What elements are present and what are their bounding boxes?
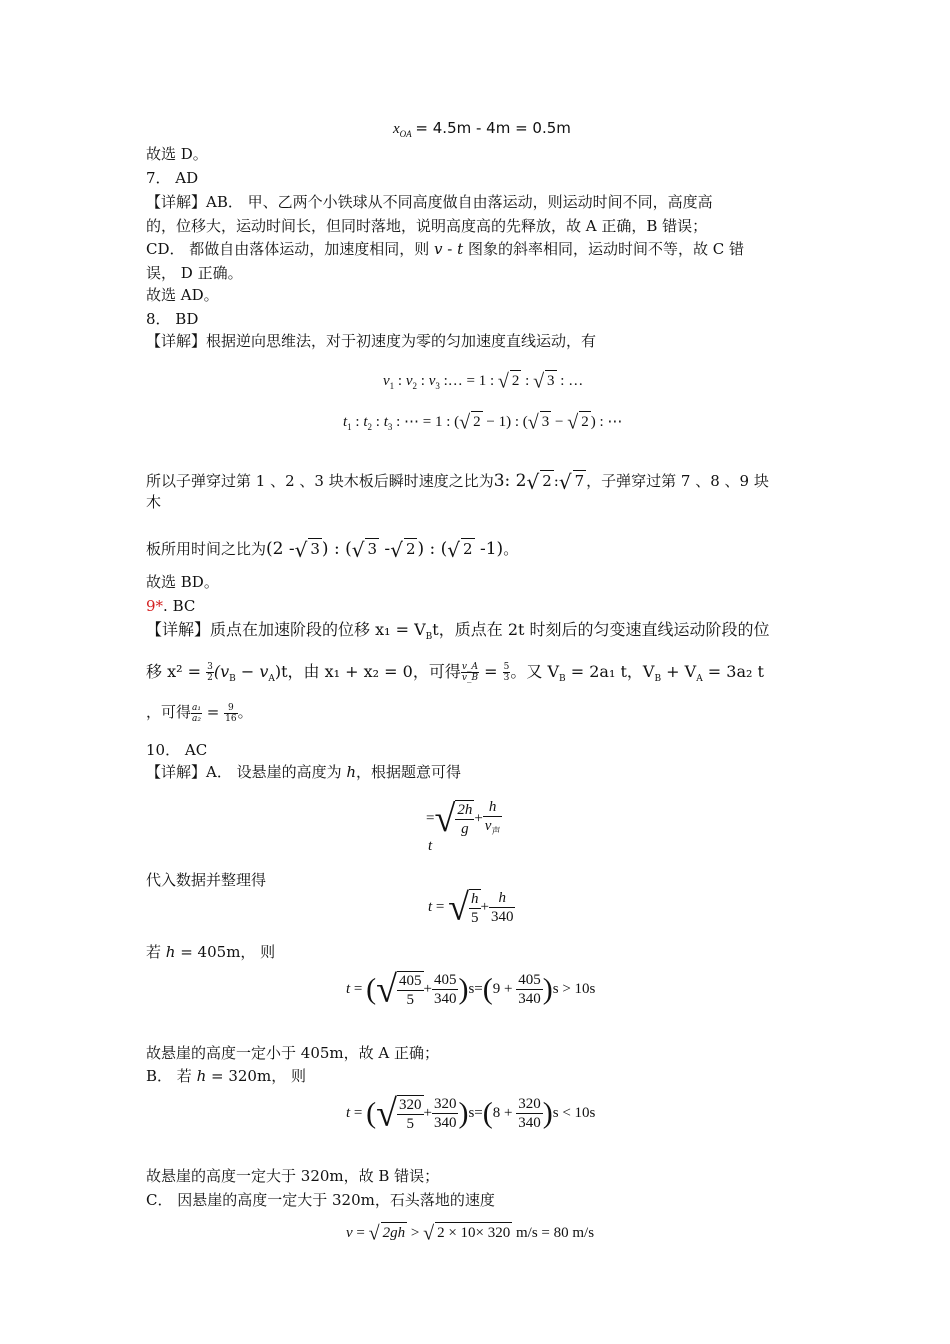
text-seg: CD． 都做自由落体运动，加速度相同，则 bbox=[146, 240, 435, 258]
question-number bbox=[146, 596, 195, 616]
t3: t bbox=[383, 414, 388, 430]
math-seg: s < 10s bbox=[552, 1105, 596, 1121]
text-seg: = 3a₂ t bbox=[702, 662, 764, 681]
text-seg: - bbox=[442, 240, 458, 258]
radicand: 2gh bbox=[381, 1222, 408, 1243]
sub: B bbox=[559, 674, 566, 685]
equation-t-formula: =√ $\frac{2h}{g}$ + $\frac{h}{v_声}$ bbox=[426, 798, 501, 840]
var-h: h bbox=[196, 1067, 207, 1085]
fraction bbox=[516, 1095, 543, 1132]
unit: s= bbox=[468, 1105, 483, 1121]
numerator: 9 bbox=[224, 703, 237, 714]
fraction bbox=[397, 971, 424, 1009]
text-seg: t，由 x₁ + x₂ = 0，可得 bbox=[281, 662, 461, 681]
text-seg: 所以子弹穿过第 1 、2 、3 块木板后瞬时速度之比为 bbox=[146, 472, 494, 490]
fraction bbox=[224, 703, 237, 724]
equation-xoa bbox=[393, 118, 571, 144]
plus: + bbox=[423, 981, 432, 997]
var-h: h bbox=[165, 943, 176, 961]
radicand: 2 bbox=[471, 411, 483, 432]
radicand: 2 × 10× 320 bbox=[435, 1222, 512, 1243]
text-line bbox=[146, 620, 770, 647]
text-line: 故选 D。 bbox=[146, 145, 208, 163]
xoa-symbol: x bbox=[393, 121, 400, 137]
numerator: 320 bbox=[518, 1096, 541, 1113]
text-line: 故悬崖的高度一定小于 405m，故 A 正确； bbox=[146, 1044, 439, 1062]
sub3: 3 bbox=[435, 381, 440, 391]
denominator: 5 bbox=[406, 1115, 414, 1132]
equals: = bbox=[350, 1105, 367, 1121]
text-line: 故选 AD。 bbox=[146, 286, 219, 304]
greater-than: > bbox=[407, 1225, 424, 1241]
t1: t bbox=[343, 414, 348, 430]
text-seg: = 320m， 则 bbox=[206, 1067, 306, 1085]
equals: = bbox=[432, 899, 449, 915]
sub: 声 bbox=[491, 826, 501, 836]
ratio-end: : … bbox=[556, 373, 584, 389]
fraction bbox=[483, 798, 503, 840]
math-seg: ) bbox=[274, 662, 282, 681]
sub1: 1 bbox=[347, 422, 352, 432]
denominator: 340 bbox=[518, 991, 541, 1008]
math-seg: 9 + bbox=[492, 981, 517, 997]
text-line bbox=[146, 1066, 306, 1086]
radicand: 3 bbox=[367, 540, 378, 558]
denominator: 5 bbox=[406, 991, 414, 1008]
equation-t-405: t = (√ $\frac{405}{5}$ + $\frac{405}{340}$ )s=(9 + $\frac{405}{340}$ )s > 10s bbox=[346, 968, 596, 1011]
fraction bbox=[469, 889, 481, 927]
text-seg: ，可得 bbox=[146, 703, 192, 721]
text-line: 误， D 正确。 bbox=[146, 264, 243, 282]
fraction bbox=[455, 800, 474, 838]
fraction bbox=[489, 889, 516, 926]
text-seg: 板所用时间之比为 bbox=[146, 540, 267, 558]
colon: : bbox=[521, 373, 534, 389]
fraction bbox=[461, 662, 479, 683]
text-seg: ，子弹穿过第 7 、8 、9 块 bbox=[586, 472, 769, 490]
text-line: 的，位移大，运动时间长，但同时落地，说明高度高的先释放，故 A 正确，B 错误； bbox=[146, 217, 708, 235]
denominator: a₂ bbox=[192, 713, 201, 724]
ratio-value: 3: 2 bbox=[493, 471, 527, 491]
sub: A bbox=[268, 674, 275, 685]
text-seg: t，质点在 2t 时刻后的匀变速直线运动阶段的位 bbox=[432, 620, 770, 639]
colon: : bbox=[417, 373, 429, 389]
answer: . BC bbox=[163, 597, 196, 615]
var-v: v bbox=[434, 240, 443, 258]
var-v: v bbox=[346, 1225, 353, 1241]
equation-time-ratio: $t_1$ : $t_2$ : $t_3$ : ⋯ = 1 : (√ 2 − 1) : (√ 3 − √ 2 ) : ⋯ bbox=[343, 411, 623, 434]
xoa-subscript: OA bbox=[399, 129, 412, 139]
denominator: 3 bbox=[503, 673, 510, 683]
unit: s= bbox=[468, 981, 483, 997]
var-t: t bbox=[346, 981, 351, 997]
math-seg: (v bbox=[213, 662, 230, 681]
denominator: 340 bbox=[490, 909, 514, 926]
text-line bbox=[146, 762, 461, 782]
sub2: 2 bbox=[367, 422, 373, 432]
text-line bbox=[146, 652, 764, 699]
math-seg: ) : ( bbox=[321, 539, 352, 559]
fraction bbox=[432, 971, 459, 1008]
equals: = bbox=[350, 981, 367, 997]
radicand: 2 bbox=[510, 370, 522, 391]
colon: : bbox=[553, 472, 559, 490]
text-seg: 移 x² bbox=[146, 662, 183, 681]
text-line bbox=[146, 942, 275, 962]
text-line: 代入数据并整理得 bbox=[146, 871, 267, 889]
text-seg: + V bbox=[661, 662, 697, 681]
equals: = bbox=[352, 1225, 369, 1241]
sub2: 2 bbox=[412, 381, 418, 391]
fraction bbox=[432, 1095, 459, 1132]
text-seg: = 405m， 则 bbox=[175, 943, 276, 961]
text-line: 板所用时间之比为(2 -√ 3 ) : (√ 3 -√ 2 ) : (√ 2 -1)。 bbox=[146, 538, 519, 562]
text-seg: 。又 V bbox=[510, 662, 560, 681]
denominator: 340 bbox=[433, 991, 457, 1008]
text-line: 【详解】AB． 甲、乙两个小铁球从不同高度做自由落运动，则运动时间不同，高度高 bbox=[146, 193, 713, 211]
radicand: 2 bbox=[463, 540, 473, 558]
text-line: 所以子弹穿过第 1 、2 、3 块木板后瞬时速度之比为3: 2√ 2 :√ 7 ，子弹穿过第 7 、8 、9 块 bbox=[146, 470, 769, 494]
plus: + bbox=[480, 899, 489, 915]
equation-velocity-ratio: $v_1$ : $v_2$ : $v_3$ :… = 1 : √ 2 : √ 3 : … bbox=[383, 370, 584, 393]
numerator: 405 bbox=[433, 972, 457, 989]
numerator: 320 bbox=[399, 1096, 422, 1113]
xoa-rhs: = 4.5m - 4m = 0.5m bbox=[415, 119, 571, 137]
text-seg: 【详解】A． 设悬崖的高度为 bbox=[146, 763, 347, 781]
plus: + bbox=[474, 810, 483, 827]
radicand: 2 bbox=[542, 472, 552, 490]
math-seg: ) : ( bbox=[417, 539, 448, 559]
numerator: 5 bbox=[503, 662, 510, 672]
equals: = bbox=[202, 703, 225, 721]
question-number-red: 9* bbox=[146, 597, 164, 615]
sub: B bbox=[654, 674, 662, 685]
fraction bbox=[397, 1095, 424, 1133]
denominator: 5 bbox=[471, 909, 479, 926]
text-seg: 若 bbox=[146, 943, 166, 961]
v1: v bbox=[383, 373, 390, 389]
numerator: h bbox=[471, 890, 479, 907]
equation-t-320: t = (√ $\frac{320}{5}$ + $\frac{320}{340}$ )s=(8 + $\frac{320}{340}$ )s < 10s bbox=[346, 1092, 596, 1135]
math-seg: (2 - bbox=[266, 539, 295, 559]
denominator: v bbox=[484, 818, 492, 834]
ratio-mid: − 1) : ( bbox=[482, 414, 528, 430]
question-number: 8． BD bbox=[146, 310, 199, 328]
denominator: v_B bbox=[461, 673, 479, 683]
text-line: 故悬崖的高度一定大于 320m，故 B 错误； bbox=[146, 1167, 440, 1185]
denominator: 340 bbox=[433, 1115, 457, 1132]
text-seg: 。 bbox=[503, 540, 519, 558]
ratio-tail: :… = 1 : bbox=[439, 373, 498, 389]
radicand: 3 bbox=[310, 540, 320, 558]
fraction bbox=[206, 662, 214, 683]
sub: B bbox=[229, 674, 236, 685]
text-seg: = 2a₁ t，V bbox=[565, 662, 655, 681]
var-t: t bbox=[428, 899, 433, 915]
ratio-end: ) : ⋯ bbox=[590, 414, 623, 430]
math-seg: - bbox=[379, 539, 391, 559]
math-seg: -1) bbox=[474, 539, 504, 559]
sub3: 3 bbox=[387, 422, 393, 432]
text-seg: 【详解】质点在加速阶段的位移 x₁ = V bbox=[146, 620, 426, 639]
text-line: 【详解】根据逆向思维法，对于初速度为零的匀加速度直线运动，有 bbox=[146, 332, 597, 350]
var-h: h bbox=[346, 763, 357, 781]
v3: v bbox=[428, 373, 436, 389]
math-seg: 8 + bbox=[492, 1105, 517, 1121]
radicand: 3 bbox=[545, 370, 557, 391]
radicand: 2 bbox=[405, 540, 416, 558]
ratio-tail: : ⋯ = 1 : ( bbox=[392, 414, 460, 430]
numerator: v_A bbox=[461, 662, 478, 672]
equals: = bbox=[426, 810, 435, 827]
ratio-mid: − bbox=[551, 414, 568, 430]
math-seg: s > 10s bbox=[552, 981, 596, 997]
sub: B bbox=[425, 632, 433, 643]
denominator: g bbox=[461, 821, 469, 837]
denominator: 340 bbox=[518, 1115, 541, 1132]
question-number: 7． AD bbox=[146, 169, 199, 187]
sub: A bbox=[696, 674, 703, 685]
question-number: 10． AC bbox=[146, 741, 208, 759]
numerator: h bbox=[489, 889, 516, 908]
equals: = bbox=[479, 662, 503, 681]
equation-v-final: v = √ 2gh > √ 2 × 10× 320 m/s = 80 m/s bbox=[346, 1222, 595, 1245]
colon: : bbox=[372, 414, 384, 430]
numerator: 3 bbox=[207, 662, 213, 672]
numerator: 405 bbox=[399, 972, 422, 989]
var-t: t bbox=[346, 1105, 351, 1121]
text-line bbox=[146, 239, 744, 259]
colon: : bbox=[351, 414, 364, 430]
fraction bbox=[191, 703, 202, 724]
var-t: t bbox=[457, 240, 464, 258]
numerator: 2h bbox=[457, 802, 473, 818]
text-line: C． 因悬崖的高度一定大于 320m，石头落地的速度 bbox=[146, 1191, 495, 1209]
sub1: 1 bbox=[389, 381, 395, 391]
text-line bbox=[146, 694, 253, 730]
math-seg: − v bbox=[235, 662, 269, 681]
numerator: 320 bbox=[433, 1096, 457, 1113]
text-seg: 。 bbox=[237, 703, 253, 721]
v2: v bbox=[405, 373, 413, 389]
numerator: 405 bbox=[518, 972, 541, 989]
math-seg: m/s = 80 m/s bbox=[512, 1225, 595, 1241]
numerator: h bbox=[483, 798, 503, 817]
plus: + bbox=[423, 1105, 432, 1121]
text-line: 木 bbox=[146, 493, 162, 511]
numerator: a₁ bbox=[192, 702, 201, 713]
fraction bbox=[516, 971, 543, 1008]
radicand: 3 bbox=[540, 411, 552, 432]
text-seg: B． 若 bbox=[146, 1067, 197, 1085]
t2: t bbox=[363, 414, 368, 430]
denominator: 16 bbox=[225, 713, 237, 724]
denominator: 2 bbox=[207, 673, 213, 683]
text-seg: 图象的斜率相同，运动时间不等，故 C 错 bbox=[463, 240, 744, 258]
equation-t-simplified: t = √ $\frac{h}{5}$ + $\frac{h}{340}$ bbox=[428, 886, 514, 929]
colon: : bbox=[394, 373, 406, 389]
radicand: 7 bbox=[574, 472, 585, 490]
text-line: 故选 BD。 bbox=[146, 573, 219, 591]
text-seg: ，根据题意可得 bbox=[356, 763, 462, 781]
var-t: t bbox=[428, 838, 433, 854]
radicand: 2 bbox=[579, 411, 591, 432]
equals: = bbox=[182, 662, 207, 681]
